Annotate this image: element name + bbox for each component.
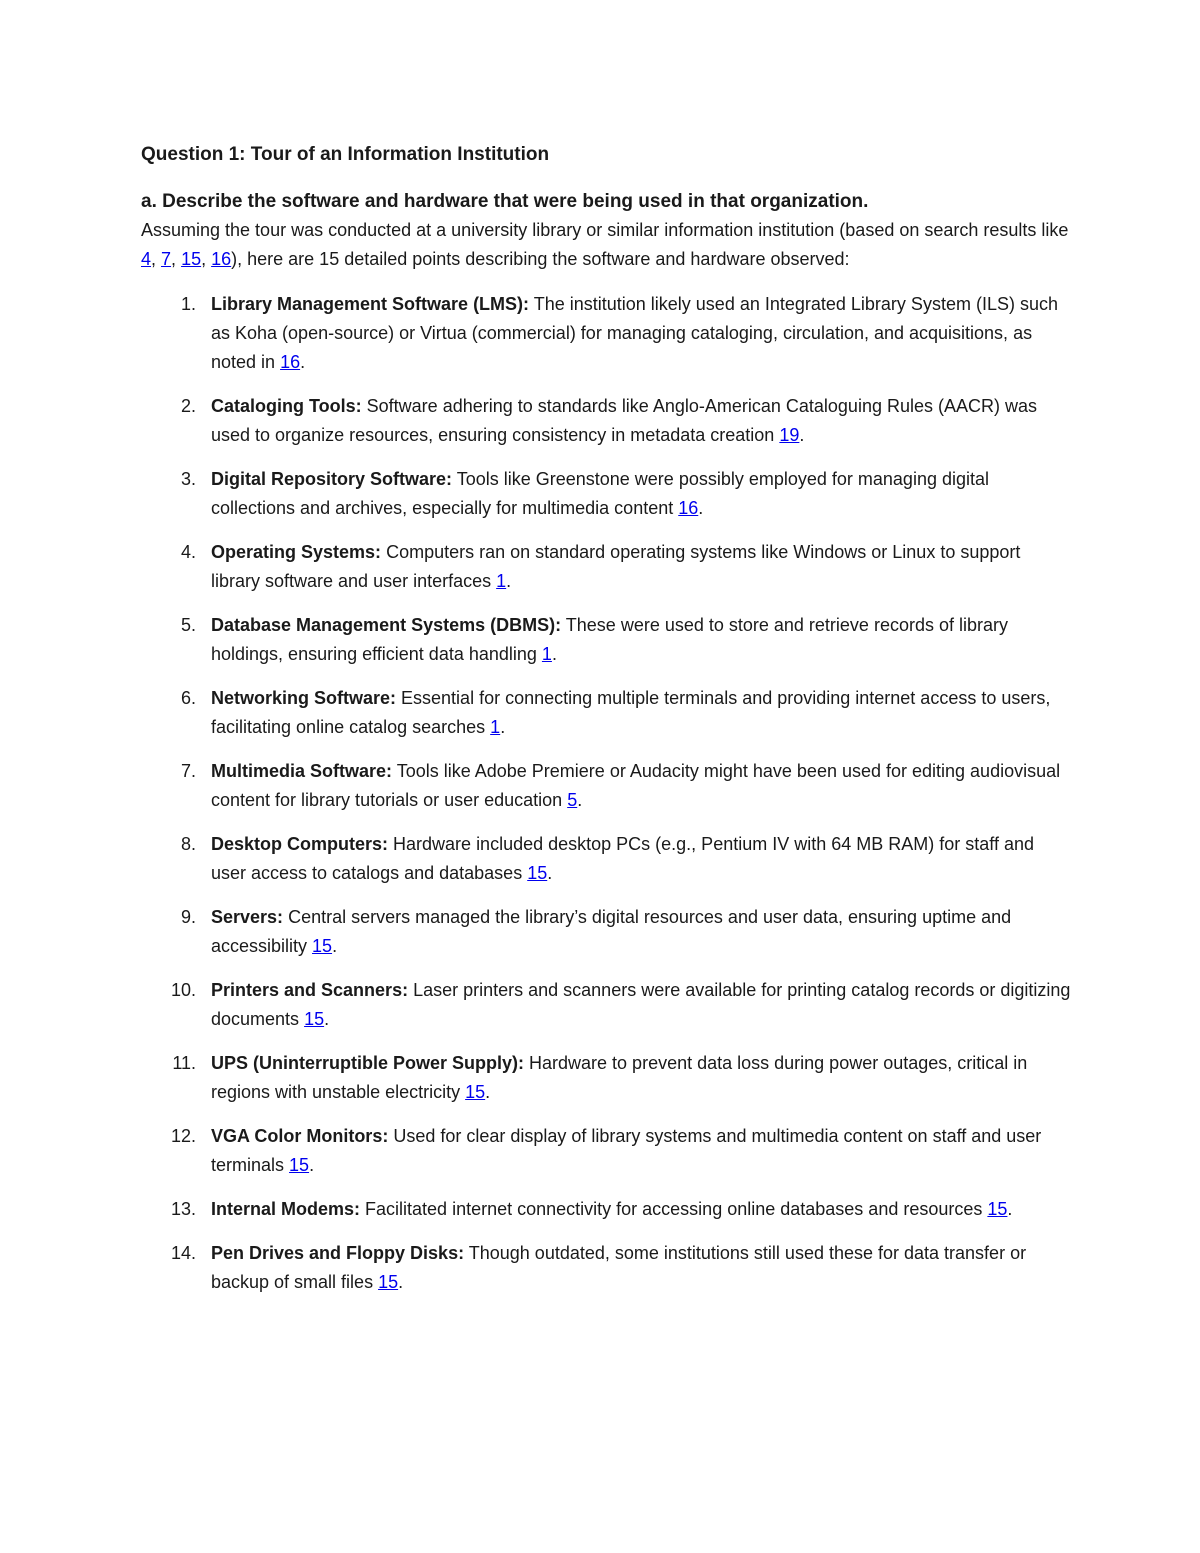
intro-ref-link[interactable]: 4	[141, 249, 152, 269]
item-ref-link[interactable]: 19	[779, 425, 800, 445]
item-number: 6.	[180, 688, 196, 708]
item-number: 5.	[180, 615, 196, 635]
list-item: 13. Internal Modems: Facilitated internet connectivity for accessing online databases and resources 15.	[141, 1195, 1071, 1224]
list-item: 1. Library Management Software (LMS): The institution likely used an Integrated Library System (ILS) such as Koha (open-source) or Virtua (commercial) for managing cataloging, circulation, and acquisitions, as noted in 16.	[141, 290, 1071, 377]
item-term: Internal Modems:	[211, 1199, 361, 1219]
item-number: 11.	[172, 1053, 196, 1073]
list-item: 4. Operating Systems: Computers ran on standard operating systems like Windows or Linux to support library software and user interfaces 1.	[141, 538, 1071, 596]
points-list	[141, 290, 1071, 1297]
list-item: 10. Printers and Scanners: Laser printers and scanners were available for printing catalog records or digitizing documents 15.	[141, 976, 1071, 1034]
item-number: 4.	[180, 542, 196, 562]
item-text: Facilitated internet connectivity for accessing online databases and resources	[360, 1199, 988, 1219]
item-term: UPS (Uninterruptible Power Supply):	[211, 1053, 525, 1073]
list-item: 7. Multimedia Software: Tools like Adobe Premiere or Audacity might have been used for editing audiovisual content for library tutorials or user education 5.	[141, 757, 1071, 815]
item-text: Software adhering to standards like Anglo-American Cataloguing Rules (AACR) was used to organize resources, ensuring consistency in metadata creation	[211, 396, 1037, 445]
item-number: 14.	[170, 1243, 196, 1263]
item-ref-link[interactable]: 15	[312, 936, 333, 956]
list-item: 14. Pen Drives and Floppy Disks: Though outdated, some institutions still used these for data transfer or backup of small files 15.	[141, 1239, 1071, 1297]
item-ref-link[interactable]: 16	[280, 352, 301, 372]
item-text: Computers ran on standard operating systems like Windows or Linux to support library software and user interfaces	[211, 542, 1021, 591]
item-ref-link[interactable]: 1	[490, 717, 501, 737]
list-item: 6. Networking Software: Essential for connecting multiple terminals and providing internet access to users, facilitating online catalog searches 1.	[141, 684, 1071, 742]
item-number: 3.	[180, 469, 196, 489]
item-number: 7.	[180, 761, 196, 781]
list-item: 3. Digital Repository Software: Tools like Greenstone were possibly employed for managing digital collections and archives, especially for multimedia content 16.	[141, 465, 1071, 523]
item-text: These were used to store and retrieve records of library holdings, ensuring efficient data handling	[211, 615, 1008, 664]
item-ref-link[interactable]: 15	[304, 1009, 325, 1029]
list-item: 2. Cataloging Tools: Software adhering to standards like Anglo-American Cataloguing Rules (AACR) was used to organize resources, ensuring consistency in metadata creation 19.	[141, 392, 1071, 450]
intro-ref-link[interactable]: 7	[161, 249, 172, 269]
item-term: Multimedia Software:	[211, 761, 393, 781]
item-text: Tools like Adobe Premiere or Audacity might have been used for editing audiovisual content for library tutorials or user education	[211, 761, 1061, 810]
item-term: VGA Color Monitors:	[211, 1126, 389, 1146]
item-ref-link[interactable]: 1	[541, 644, 552, 664]
item-text: Laser printers and scanners were available for printing catalog records or digitizing documents	[211, 980, 1071, 1029]
item-text: Central servers managed the library’s digital resources and user data, ensuring uptime and accessibility	[211, 907, 1012, 956]
item-ref-link[interactable]: 16	[678, 498, 699, 518]
item-term: Networking Software:	[211, 688, 397, 708]
intro-ref-link[interactable]: 15	[181, 249, 202, 269]
item-ref-link[interactable]: 15	[527, 863, 548, 883]
item-term: Operating Systems:	[211, 542, 382, 562]
item-term: Desktop Computers:	[211, 834, 389, 854]
list-item: 11. UPS (Uninterruptible Power Supply): Hardware to prevent data loss during power outages, critical in regions with unstable electricity 15.	[141, 1049, 1071, 1107]
item-number: 1.	[180, 294, 196, 314]
section-heading: a. Describe the software and hardware that were being used in that organization.	[141, 191, 869, 212]
item-ref-link[interactable]: 15	[378, 1272, 399, 1292]
item-term: Pen Drives and Floppy Disks:	[211, 1243, 465, 1263]
intro-ref-link[interactable]: 16	[211, 249, 232, 269]
item-text: The institution likely used an Integrated Library System (ILS) such as Koha (open-source) or Virtua (commercial) for managing cataloging, circulation, and acquisitions, as noted in	[211, 294, 1058, 372]
item-text: Tools like Greenstone were possibly employed for managing digital collections and archives, especially for multimedia content	[211, 469, 989, 518]
item-number: 12.	[170, 1126, 196, 1146]
list-item: 5. Database Management Systems (DBMS): These were used to store and retrieve records of library holdings, ensuring efficient data handling 1.	[141, 611, 1071, 669]
item-text: Essential for connecting multiple terminals and providing internet access to users, facilitating online catalog searches	[211, 688, 1051, 737]
item-number: 8.	[180, 834, 196, 854]
intro-text-before: Assuming the tour was conducted at a university library or similar information institution (based on search results like	[141, 220, 1069, 240]
item-text: Hardware included desktop PCs (e.g., Pentium IV with 64 MB RAM) for staff and user access to catalogs and databases	[211, 834, 1034, 883]
item-text: Though outdated, some institutions still used these for data transfer or backup of small files	[211, 1243, 1027, 1292]
list-item: 12. VGA Color Monitors: Used for clear display of library systems and multimedia content on staff and user terminals 15.	[141, 1122, 1071, 1180]
intro-paragraph: Assuming the tour was conducted at a university library or similar information institution (based on search results like 4, 7, 15, 16), here are 15 detailed points describing the software and hardware observed:	[141, 220, 1069, 269]
list-item: 8. Desktop Computers: Hardware included desktop PCs (e.g., Pentium IV with 64 MB RAM) for staff and user access to catalogs and databases 15.	[141, 830, 1071, 888]
item-term: Digital Repository Software:	[211, 469, 453, 489]
list-item: 9. Servers: Central servers managed the library’s digital resources and user data, ensuring uptime and accessibility 15.	[141, 903, 1071, 961]
item-number: 9.	[180, 907, 196, 927]
item-term: Printers and Scanners:	[211, 980, 409, 1000]
item-number: 2.	[180, 396, 196, 416]
item-ref-link[interactable]: 15	[465, 1082, 486, 1102]
item-term: Servers:	[211, 907, 284, 927]
item-ref-link[interactable]: 5	[567, 790, 578, 810]
item-ref-link[interactable]: 15	[987, 1199, 1008, 1219]
item-ref-link[interactable]: 15	[289, 1155, 310, 1175]
question-title: Question 1: Tour of an Information Institution	[141, 144, 550, 165]
item-term: Database Management Systems (DBMS):	[211, 615, 562, 635]
item-number: 13.	[170, 1199, 196, 1219]
item-text: Hardware to prevent data loss during power outages, critical in regions with unstable electricity	[211, 1053, 1028, 1102]
item-text: Used for clear display of library systems and multimedia content on staff and user terminals	[211, 1126, 1042, 1175]
item-number: 10.	[170, 980, 196, 1000]
intro-text-after: ), here are 15 detailed points describing the software and hardware observed:	[231, 249, 850, 269]
item-ref-link[interactable]: 1	[496, 571, 507, 591]
item-term: Cataloging Tools:	[211, 396, 362, 416]
item-term: Library Management Software (LMS):	[211, 294, 530, 314]
document-page	[141, 142, 1071, 1312]
